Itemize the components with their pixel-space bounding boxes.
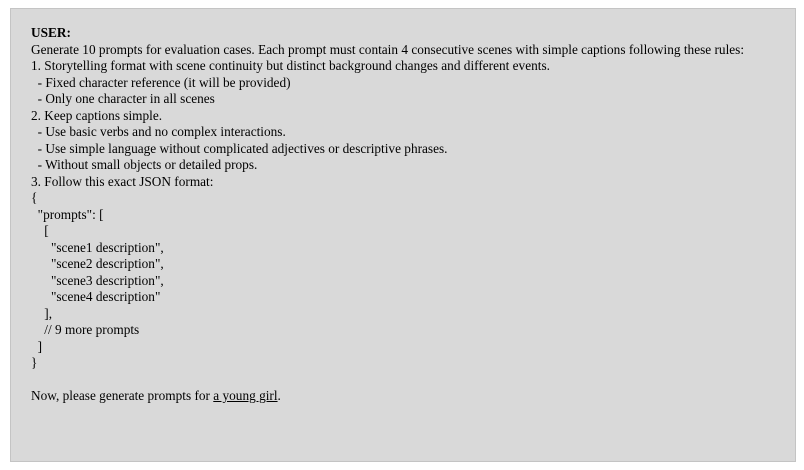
rule-line: - Only one character in all scenes	[31, 91, 215, 106]
json-line: {	[31, 190, 38, 205]
json-line: "scene3 description",	[31, 272, 164, 288]
rule-line: 3. Follow this exact JSON format:	[31, 173, 214, 189]
json-line: "scene1 description",	[31, 239, 164, 255]
blank-spacer	[31, 372, 775, 389]
user-message-panel	[10, 8, 796, 462]
intro-text: Generate 10 prompts for evaluation cases. Each prompt must contain 4 consecutive scenes with simple captions following these rules:	[31, 41, 745, 57]
character-subject: a young girl	[213, 388, 278, 403]
json-line: ]	[31, 338, 43, 354]
rule-line: 2. Keep captions simple.	[31, 107, 163, 123]
json-line: [	[31, 223, 49, 238]
closing-prefix: Now, please generate prompts for	[31, 388, 214, 403]
rule-line: 1. Storytelling format with scene continuity but distinct background changes and different events.	[31, 58, 550, 73]
rule-line: - Use simple language without complicated adjectives or descriptive phrases.	[31, 140, 448, 156]
rule-line: - Fixed character reference (it will be provided)	[31, 74, 291, 90]
json-line: "prompts": [	[31, 206, 104, 222]
rule-line: - Without small objects or detailed props.	[31, 157, 258, 172]
json-line: "scene2 description",	[31, 256, 164, 271]
closing-suffix: .	[277, 388, 281, 403]
rule-line: - Use basic verbs and no complex interactions.	[31, 124, 286, 139]
json-line: ],	[31, 305, 53, 321]
json-line: "scene4 description"	[31, 289, 161, 304]
closing-line	[31, 388, 775, 405]
json-line: }	[31, 355, 38, 370]
json-line: // 9 more prompts	[31, 322, 140, 337]
role-label: USER:	[31, 25, 71, 40]
